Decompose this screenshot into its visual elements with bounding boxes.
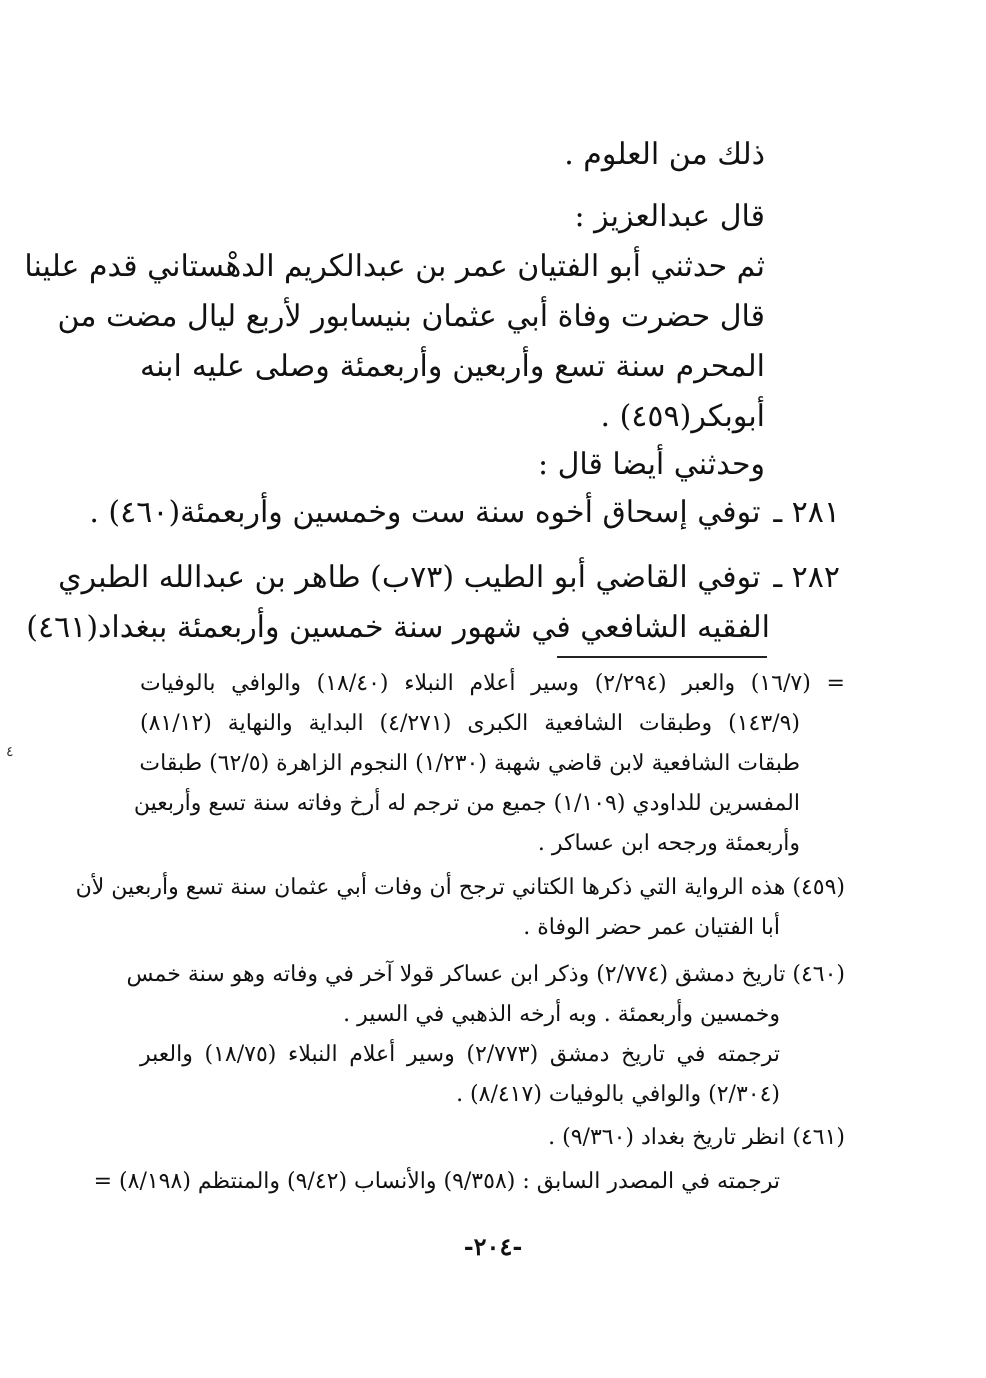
footnote-460-line-3: ترجمته في تاريخ دمشق (٢/٧٧٣) وسير أعلام النبلاء (١٨/٧٥) والعبر xyxy=(140,1042,781,1067)
paragraph-3-line-1: ثم حدثني أبو الفتيان عمر بن عبدالكريم الدهْستاني قدم علينا xyxy=(24,249,765,284)
footnote-cont-line-3: طبقات الشافعية لابن قاضي شهبة (١/٢٣٠) النجوم الزاهرة (٦٢/٥) طبقات xyxy=(139,751,800,776)
paragraph-2: قال عبدالعزيز : xyxy=(574,199,765,234)
main-text-4 xyxy=(140,440,765,490)
entry-281 xyxy=(89,488,840,538)
footnote-460-line-4: (٢/٣٠٤) والوافي بالوفيات (٨/٤١٧) . xyxy=(456,1082,780,1107)
main-text-2 xyxy=(140,192,765,242)
main-text xyxy=(140,130,765,180)
footnote-cont-line-2: (١٤٣/٩) وطبقات الشافعية الكبرى (٤/٢٧١) البداية والنهاية (٨١/١٢) xyxy=(140,711,800,736)
footnote-cont-line-1: = (١٦/٧) والعبر (٢/٢٩٤) وسير أعلام النبلاء (١٨/٤٠) والوافي بالوفيات xyxy=(140,671,845,696)
page-number: -٢٠٤- xyxy=(463,1232,523,1261)
footnote-460 xyxy=(126,955,845,1115)
paragraph-3-line-4: أبوبكر(٤٥٩) . xyxy=(600,399,765,434)
footnote-459 xyxy=(75,868,845,948)
footnote-461-line-2: ترجمته في المصدر السابق : (٩/٣٥٨) والأنساب (٩/٤٢) والمنتظم (٨/١٩٨) = xyxy=(93,1169,780,1194)
footnote-cont-line-4: المفسرين للداودي (١/١٠٩) جميع من ترجم له أرخ وفاته سنة تسع وأربعين xyxy=(133,791,800,816)
footnote-461-line-1: (٤٦١) انظر تاريخ بغداد (٩/٣٦٠) . xyxy=(548,1125,845,1150)
entry-281-text: توفي إسحاق أخوه سنة ست وخمسين وأربعمئة(٤٦٠) . xyxy=(89,495,761,530)
paragraph-1: ذلك من العلوم . xyxy=(564,137,765,172)
paragraph-4: وحدثني أيضا قال : xyxy=(537,447,765,482)
footnote-460-line-1: (٤٦٠) تاريخ دمشق (٢/٧٧٤) وذكر ابن عساكر قولا آخر في وفاته وهو سنة خمس xyxy=(126,962,845,987)
footnote-continuation xyxy=(133,664,845,864)
entry-282-line-2: الفقيه الشافعي في شهور سنة خمسين وأربعمئة ببغداد(٤٦١) xyxy=(26,610,770,645)
footnote-461 xyxy=(93,1118,845,1202)
paragraph-3-line-3: المحرم سنة تسع وأربعين وأربعمئة وصلى عليه ابنه xyxy=(140,349,765,384)
entry-282 xyxy=(26,553,840,653)
footnote-separator xyxy=(557,656,767,658)
entry-282-line-1: توفي القاضي أبو الطيب (٧٣ب) طاهر بن عبدالله الطبري xyxy=(58,560,761,595)
footnote-cont-line-5: وأربعمئة ورجحه ابن عساكر . xyxy=(537,831,800,856)
main-text-3 xyxy=(24,242,765,442)
entry-282-number: ٢٨٢ ـ xyxy=(773,560,840,595)
entry-281-number: ٢٨١ ـ xyxy=(773,495,840,530)
footnote-460-line-2: وخمسين وأربعمئة . وبه أرخه الذهبي في السير . xyxy=(343,1002,780,1027)
footnote-459-line-2: أبا الفتيان عمر حضر الوفاة . xyxy=(523,915,780,940)
margin-mark: ٤ xyxy=(6,744,14,760)
footnote-459-line-1: (٤٥٩) هذه الرواية التي ذكرها الكتاني ترجح أن وفات أبي عثمان سنة تسع وأربعين لأن xyxy=(75,875,845,900)
paragraph-3-line-2: قال حضرت وفاة أبي عثمان بنيسابور لأربع ليال مضت من xyxy=(57,299,765,334)
